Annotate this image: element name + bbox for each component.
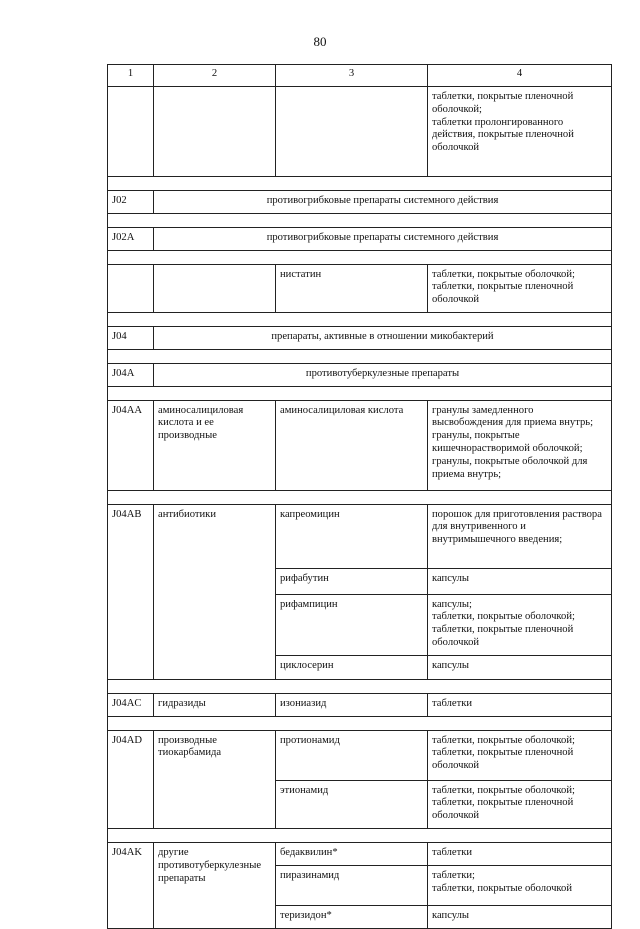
- group-cell: [154, 87, 276, 177]
- form-cell: капсулы: [428, 655, 612, 679]
- section-title: препараты, активные в отношении микобактерий: [154, 326, 612, 349]
- table-row: [108, 264, 612, 312]
- page-number: 80: [313, 34, 327, 49]
- drug-cell: изониазид: [276, 693, 428, 716]
- code-cell: J04AC: [108, 693, 154, 716]
- header-col-3: 3: [276, 65, 428, 87]
- form-cell: таблетки, покрытые пленочной оболочкой; таблетки пролонгированного действия, покрытые пленочной оболочкой: [428, 87, 612, 177]
- group-cell: аминосалициловая кислота и ее производные: [154, 400, 276, 490]
- table-row: [108, 730, 612, 780]
- drug-cell: теризидон*: [276, 905, 428, 928]
- code-cell: [108, 87, 154, 177]
- row-gap: [108, 490, 612, 504]
- table-row: [108, 504, 612, 568]
- table-row: [108, 326, 612, 349]
- form-cell: порошок для приготовления раствора для внутривенного и внутримышечного введения;: [428, 504, 612, 568]
- table-row: [108, 363, 612, 386]
- drug-table: [107, 64, 612, 929]
- table-row: [108, 227, 612, 250]
- code-cell: [108, 264, 154, 312]
- code-cell: J04AB: [108, 504, 154, 679]
- form-cell: капсулы: [428, 568, 612, 594]
- code-cell: J02: [108, 191, 154, 214]
- table-row: [108, 191, 612, 214]
- row-gap: [108, 250, 612, 264]
- row-gap: [108, 679, 612, 693]
- section-title: противотуберкулезные препараты: [154, 363, 612, 386]
- table-header-row: [108, 65, 612, 87]
- form-cell: капсулы; таблетки, покрытые оболочкой; таблетки, покрытые пленочной оболочкой: [428, 594, 612, 655]
- form-cell: капсулы: [428, 905, 612, 928]
- drug-cell: бедаквилин*: [276, 842, 428, 865]
- group-cell: производные тиокарбамида: [154, 730, 276, 828]
- drug-cell: аминосалициловая кислота: [276, 400, 428, 490]
- table-row: [108, 87, 612, 177]
- drug-cell: этионамид: [276, 780, 428, 828]
- code-cell: J02A: [108, 227, 154, 250]
- drug-cell: капреомицин: [276, 504, 428, 568]
- table-row: [108, 693, 612, 716]
- row-gap: [108, 386, 612, 400]
- code-cell: J04AA: [108, 400, 154, 490]
- row-gap: [108, 349, 612, 363]
- row-gap: [108, 716, 612, 730]
- group-cell: антибиотики: [154, 504, 276, 679]
- row-gap: [108, 312, 612, 326]
- code-cell: J04AK: [108, 842, 154, 928]
- code-cell: J04AD: [108, 730, 154, 828]
- drug-cell: [276, 87, 428, 177]
- drug-cell: циклосерин: [276, 655, 428, 679]
- section-title: противогрибковые препараты системного действия: [154, 191, 612, 214]
- group-cell: другие противотуберкулезные препараты: [154, 842, 276, 928]
- form-cell: таблетки: [428, 693, 612, 716]
- form-cell: таблетки, покрытые оболочкой; таблетки, покрытые пленочной оболочкой: [428, 780, 612, 828]
- form-cell: гранулы замедленного высвобождения для приема внутрь; гранулы, покрытые кишечнорастворимой оболочкой; гранулы, покрытые оболочкой для приема внутрь;: [428, 400, 612, 490]
- row-gap: [108, 213, 612, 227]
- row-gap: [108, 177, 612, 191]
- code-cell: J04A: [108, 363, 154, 386]
- header-col-2: 2: [154, 65, 276, 87]
- drug-cell: рифампицин: [276, 594, 428, 655]
- drug-cell: нистатин: [276, 264, 428, 312]
- drug-cell: пиразинамид: [276, 865, 428, 905]
- drug-cell: рифабутин: [276, 568, 428, 594]
- table-row: [108, 842, 612, 865]
- drug-cell: протионамид: [276, 730, 428, 780]
- code-cell: J04: [108, 326, 154, 349]
- header-col-4: 4: [428, 65, 612, 87]
- header-col-1: 1: [108, 65, 154, 87]
- group-cell: [154, 264, 276, 312]
- section-title: противогрибковые препараты системного действия: [154, 227, 612, 250]
- row-gap: [108, 828, 612, 842]
- group-cell: гидразиды: [154, 693, 276, 716]
- form-cell: таблетки: [428, 842, 612, 865]
- form-cell: таблетки, покрытые оболочкой; таблетки, покрытые пленочной оболочкой: [428, 730, 612, 780]
- table-row: [108, 400, 612, 490]
- form-cell: таблетки, покрытые оболочкой; таблетки, покрытые пленочной оболочкой: [428, 264, 612, 312]
- form-cell: таблетки; таблетки, покрытые оболочкой: [428, 865, 612, 905]
